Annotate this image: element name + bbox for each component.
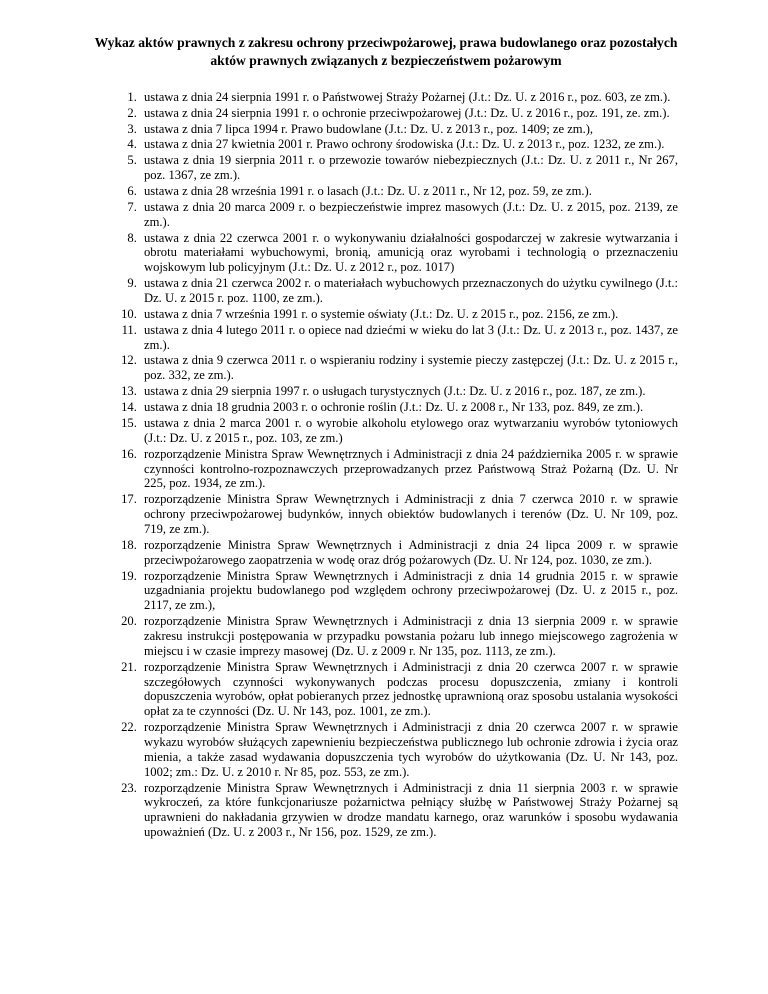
list-item: 15. ustawa z dnia 2 marca 2001 r. o wyrobie alkoholu etylowego oraz wytwarzaniu wyrobów tytoniowych (J.t.: Dz. U. z 2015 r., poz. 103, ze zm.) <box>140 416 678 446</box>
list-item: 3. ustawa z dnia 7 lipca 1994 r. Prawo budowlane (J.t.: Dz. U. z 2013 r., poz. 1409; ze zm.), <box>140 122 678 137</box>
list-item: 6. ustawa z dnia 28 września 1991 r. o lasach (J.t.: Dz. U. z 2011 r., Nr 12, poz. 59, ze zm.). <box>140 184 678 199</box>
page-title: Wykaz aktów prawnych z zakresu ochrony przeciwpożarowej, prawa budowlanego oraz pozostałych aktów prawnych związanych z bezpieczeństwem pożarowym <box>94 35 678 68</box>
list-item: 7. ustawa z dnia 20 marca 2009 r. o bezpieczeństwie imprez masowych (J.t.: Dz. U. z 2015, poz. 2139, ze zm.). <box>140 200 678 230</box>
list-item: 8. ustawa z dnia 22 czerwca 2001 r. o wykonywaniu działalności gospodarczej w zakresie wytwarzania i obrotu materiałami wybuchowymi, bronią, amunicją oraz wyrobami i technologią o przeznaczeniu wojskowym lub policyjnym (J.t.: Dz. U. z 2012 r., poz. 1017) <box>140 231 678 276</box>
list-item: 23. rozporządzenie Ministra Spraw Wewnętrznych i Administracji z dnia 11 sierpnia 2003 r. w sprawie wykroczeń, za które funkcjonariusze pożarnictwa pełniący służbę w Państwowej Straży Pożarnej są uprawnieni do nakładania grzywien w drodze mandatu karnego, oraz warunków i sposobu wydawania upoważnień (Dz. U. z 2003 r., Nr 156, poz. 1529, ze zm.). <box>140 781 678 840</box>
list-item: 18. rozporządzenie Ministra Spraw Wewnętrznych i Administracji z dnia 24 lipca 2009 r. w sprawie przeciwpożarowego zaopatrzenia w wodę oraz dróg pożarowych (Dz. U. Nr 124, poz. 1030, ze zm.). <box>140 538 678 568</box>
list-item: 13. ustawa z dnia 29 sierpnia 1997 r. o usługach turystycznych (J.t.: Dz. U. z 2016 r., poz. 187, ze zm.). <box>140 384 678 399</box>
list-item: 2. ustawa z dnia 24 sierpnia 1991 r. o ochronie przeciwpożarowej (J.t.: Dz. U. z 2016 r., poz. 191, ze. zm.). <box>140 106 678 121</box>
list-item: 21. rozporządzenie Ministra Spraw Wewnętrznych i Administracji z dnia 20 czerwca 2007 r. w sprawie szczegółowych czynności wykonywanych podczas procesu dopuszczenia, zmiany i kontroli dopuszczenia wyrobów, opłat pobieranych przez jednostkę uprawnioną oraz sposobu ustalania wysokości opłat za te czynności (Dz. U. Nr 143, poz. 1001, ze zm.). <box>140 660 678 719</box>
list-item: 22. rozporządzenie Ministra Spraw Wewnętrznych i Administracji z dnia 20 czerwca 2007 r. w sprawie wykazu wyrobów służących zapewnieniu bezpieczeństwa publicznego lub ochronie zdrowia i życia oraz mienia, a także zasad wydawania dopuszczenia tych wyrobów do użytkowania (Dz. U. Nr 143, poz. 1002; zm.: Dz. U. z 2010 r. Nr 85, poz. 553, ze zm.). <box>140 720 678 779</box>
list-item: 9. ustawa z dnia 21 czerwca 2002 r. o materiałach wybuchowych przeznaczonych do użytku cywilnego (J.t.: Dz. U. z 2015 r. poz. 1100, ze zm.). <box>140 276 678 306</box>
list-item: 4. ustawa z dnia 27 kwietnia 2001 r. Prawo ochrony środowiska (J.t.: Dz. U. z 2013 r., poz. 1232, ze zm.). <box>140 137 678 152</box>
list-item: 5. ustawa z dnia 19 sierpnia 2011 r. o przewozie towarów niebezpiecznych (J.t.: Dz. U. z 2011 r., Nr 267, poz. 1367, ze zm.). <box>140 153 678 183</box>
list-item: 12. ustawa z dnia 9 czerwca 2011 r. o wspieraniu rodziny i systemie pieczy zastępczej (J.t.: Dz. U. z 2015 r., poz. 332, ze zm.). <box>140 353 678 383</box>
list-item: 14. ustawa z dnia 18 grudnia 2003 r. o ochronie roślin (J.t.: Dz. U. z 2008 r., Nr 133, poz. 849, ze zm.). <box>140 400 678 415</box>
list-item: 11. ustawa z dnia 4 lutego 2011 r. o opiece nad dziećmi w wieku do lat 3 (J.t.: Dz. U. z 2013 r., poz. 1437, ze zm.). <box>140 323 678 353</box>
list-item: 1. ustawa z dnia 24 sierpnia 1991 r. o Państwowej Straży Pożarnej (J.t.: Dz. U. z 2016 r., poz. 603, ze zm.). <box>140 90 678 105</box>
list-item: 19. rozporządzenie Ministra Spraw Wewnętrznych i Administracji z dnia 14 grudnia 2015 r. w sprawie uzgadniania projektu budowlanego pod względem ochrony przeciwpożarowej (Dz. U. z 2015 r., poz. 2117, ze zm.), <box>140 569 678 614</box>
list-item: 10. ustawa z dnia 7 września 1991 r. o systemie oświaty (J.t.: Dz. U. z 2015 r., poz. 2156, ze zm.). <box>140 307 678 322</box>
legal-acts-list <box>94 90 678 840</box>
list-item: 20. rozporządzenie Ministra Spraw Wewnętrznych i Administracji z dnia 13 sierpnia 2009 r. w sprawie zakresu instrukcji postępowania w przypadku powstania pożaru lub innego miejscowego zagrożenia w miejscu i w czasie imprezy masowej (Dz. U. z 2009 r. Nr 135, poz. 1113, ze zm.). <box>140 614 678 659</box>
list-item: 16. rozporządzenie Ministra Spraw Wewnętrznych i Administracji z dnia 24 października 2005 r. w sprawie czynności kontrolno-rozpoznawczych przeprowadzanych przez Państwową Straż Pożarną (Dz. U. Nr 225, poz. 1934, ze zm.). <box>140 447 678 492</box>
list-item: 17. rozporządzenie Ministra Spraw Wewnętrznych i Administracji z dnia 7 czerwca 2010 r. w sprawie ochrony przeciwpożarowej budynków, innych obiektów budowlanych i terenów (Dz. U. Nr 109, poz. 719, ze zm.). <box>140 492 678 537</box>
